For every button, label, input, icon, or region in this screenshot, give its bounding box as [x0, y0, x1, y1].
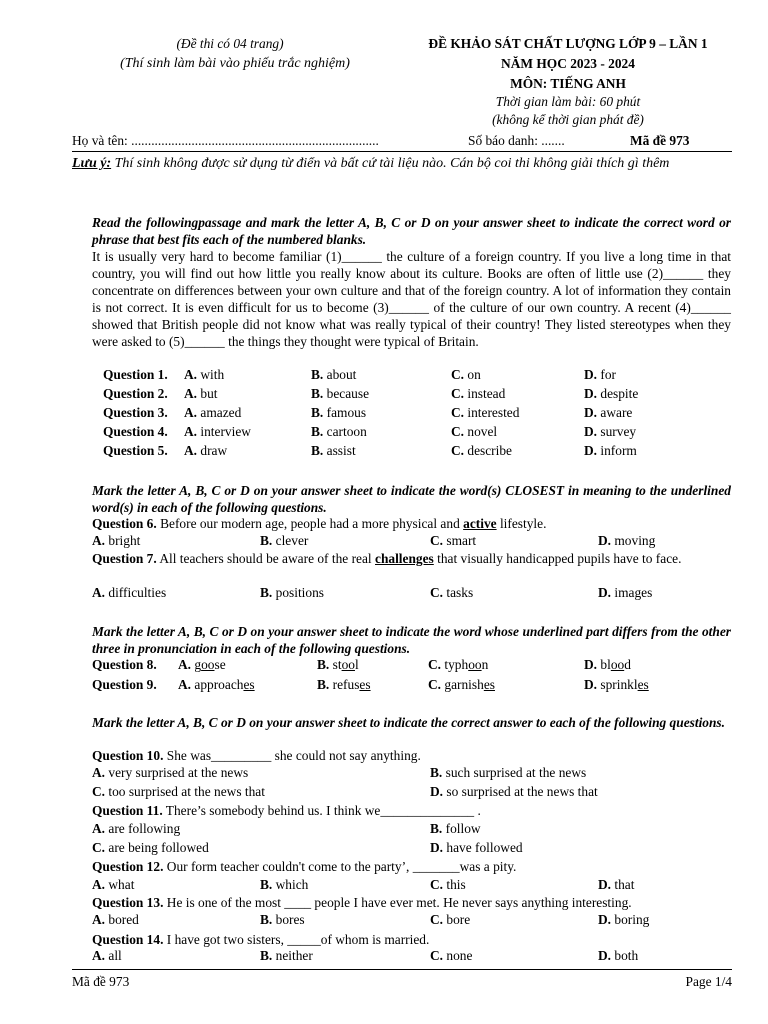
option-d[interactable]: D. despite — [584, 386, 639, 401]
question-row — [0, 404, 768, 422]
option-d[interactable]: D. moving — [598, 533, 656, 548]
option-c[interactable]: C. tasks — [430, 585, 474, 600]
header-divider — [72, 151, 732, 152]
question-13: Question 13. He is one of the most ____ people I have ever met. He never says anything interesting. — [92, 895, 632, 910]
section2-instruction: Mark the letter A, B, C or D on your answer sheet to indicate the word(s) CLOSEST in meaning to the underlined word(s) in each of the following questions. — [92, 483, 731, 515]
option-b[interactable]: B. famous — [311, 405, 367, 420]
question-number: Question 8. — [92, 657, 157, 672]
option-c[interactable]: C. this — [430, 877, 466, 892]
option-a[interactable]: A. interview — [184, 424, 251, 439]
option-b[interactable]: B. bores — [260, 912, 305, 927]
question-row — [0, 442, 768, 460]
question-7-options — [0, 584, 768, 602]
question-row — [0, 423, 768, 441]
option-c[interactable]: C. bore — [430, 912, 471, 927]
exam-note — [72, 155, 732, 173]
option-a[interactable]: A. difficulties — [92, 585, 167, 600]
question-row — [0, 385, 768, 403]
footer-exam-code: Mã đề 973 — [72, 974, 130, 989]
question-number: Question 3. — [103, 405, 168, 420]
option-c[interactable]: C. instead — [451, 386, 506, 401]
option-b[interactable]: B. follow — [430, 821, 481, 836]
option-c[interactable]: C. describe — [451, 443, 513, 458]
option-d[interactable]: D. sprinkles — [584, 677, 649, 692]
footer-divider — [72, 969, 732, 970]
exam-title: ĐỀ KHẢO SÁT CHẤT LƯỢNG LỚP 9 – LẦN 1 — [428, 36, 708, 51]
answer-sheet-note: (Thí sinh làm bài vào phiếu trắc nghiệm) — [120, 56, 350, 71]
option-b[interactable]: B. refuses — [317, 677, 371, 692]
note-text: Thí sinh không được sử dụng từ điển và bất cứ tài liệu nào. Cán bộ coi thi không giải thích gì thêm — [111, 156, 670, 171]
option-a[interactable]: A. all — [92, 948, 122, 963]
option-d[interactable]: D. boring — [598, 912, 650, 927]
option-c[interactable]: C. interested — [451, 405, 520, 420]
option-d[interactable]: D. images — [598, 585, 653, 600]
option-b[interactable]: B. positions — [260, 585, 325, 600]
option-d[interactable]: D. survey — [584, 424, 637, 439]
option-d[interactable]: D. for — [584, 367, 617, 382]
option-b[interactable]: B. assist — [311, 443, 356, 458]
option-b[interactable]: B. clever — [260, 533, 309, 548]
option-a[interactable]: A. bored — [92, 912, 139, 927]
question-8 — [0, 656, 768, 674]
question-10-options-cd — [0, 783, 768, 801]
option-c[interactable]: C. too surprised at the news that — [92, 784, 265, 799]
question-10: Question 10. She was_________ she could not say anything. — [92, 748, 421, 763]
question-14: Question 14. I have got two sisters, _____of whom is married. — [92, 932, 430, 947]
question-14-options — [0, 947, 768, 965]
question-number: Question 5. — [103, 443, 168, 458]
pages-note: (Đề thi có 04 trang) — [176, 36, 284, 51]
question-number: Question 2. — [103, 386, 168, 401]
exam-code: Mã đề 973 — [630, 133, 690, 148]
option-a[interactable]: A. draw — [184, 443, 228, 458]
option-b[interactable]: B. such surprised at the news — [430, 765, 587, 780]
question-row — [0, 366, 768, 384]
question-9 — [0, 676, 768, 694]
question-10-options-ab — [0, 764, 768, 782]
option-c[interactable]: C. are being followed — [92, 840, 209, 855]
option-d[interactable]: D. aware — [584, 405, 633, 420]
reading-passage: It is usually very hard to become familiar (1)______ the culture of a foreign country. If you live a long time in that country, you will find out how little you really know about its culture. Books are often of little use (2)______ they concentrate on differences between your own culture and that of the foreign country. A lot of information they contain is not correct. It is even difficult for us to become (3)______ of the culture of our own country. A recent (4)______ showed that British people did not know what was really typical of their country! They listed stereotypes when they were asked to (5)______ the things they thought were typical of Britain. — [92, 249, 731, 349]
question-11: Question 11. There’s somebody behind us. I think we______________ . — [92, 803, 481, 818]
option-c[interactable]: C. none — [430, 948, 473, 963]
underlined-word: challenges — [375, 551, 434, 566]
student-name-field: Họ và tên: .......................................................................... — [72, 133, 379, 148]
option-d[interactable]: D. blood — [584, 657, 631, 672]
option-a[interactable]: A. amazed — [184, 405, 242, 420]
question-11-options-cd — [0, 839, 768, 857]
option-b[interactable]: B. cartoon — [311, 424, 367, 439]
section3-instruction: Mark the letter A, B, C or D on your answer sheet to indicate the word whose underlined part differs from the other three in pronunciation in each of the following questions. — [92, 624, 731, 656]
option-d[interactable]: D. that — [598, 877, 635, 892]
question-6: Question 6. Before our modern age, people had a more physical and active lifestyle. — [92, 516, 547, 531]
option-a[interactable]: A. what — [92, 877, 135, 892]
note-label: Lưu ý: — [72, 156, 112, 171]
question-number: Question 4. — [103, 424, 168, 439]
option-a[interactable]: A. bright — [92, 533, 141, 548]
option-c[interactable]: C. garnishes — [428, 677, 495, 692]
option-d[interactable]: D. inform — [584, 443, 637, 458]
subject: MÔN: TIẾNG ANH — [510, 76, 626, 91]
question-6-options — [0, 532, 768, 550]
page-number: Page 1/4 — [685, 974, 732, 989]
option-a[interactable]: A. with — [184, 367, 225, 382]
option-c[interactable]: C. typhoon — [428, 657, 489, 672]
option-b[interactable]: B. which — [260, 877, 309, 892]
time-note: (không kể thời gian phát đề) — [492, 112, 644, 127]
school-year: NĂM HỌC 2023 - 2024 — [501, 56, 635, 71]
option-b[interactable]: B. stool — [317, 657, 359, 672]
option-a[interactable]: A. are following — [92, 821, 181, 836]
question-number: Question 1. — [103, 367, 168, 382]
option-d[interactable]: D. so surprised at the news that — [430, 784, 598, 799]
question-7: Question 7. All teachers should be aware of the real challenges that visually handicapped pupils have to face. — [92, 551, 682, 566]
underlined-word: active — [463, 516, 497, 531]
time-allowed: Thời gian làm bài: 60 phút — [495, 94, 641, 109]
option-a[interactable]: A. very surprised at the news — [92, 765, 249, 780]
option-c[interactable]: C. smart — [430, 533, 477, 548]
option-b[interactable]: B. because — [311, 386, 370, 401]
option-a[interactable]: A. goose — [178, 657, 226, 672]
option-a[interactable]: A. but — [184, 386, 218, 401]
option-c[interactable]: C. on — [451, 367, 481, 382]
question-number: Question 9. — [92, 677, 157, 692]
question-12: Question 12. Our form teacher couldn't come to the party’, _______was a pity. — [92, 859, 517, 874]
student-id-field: Số báo danh: ....... — [468, 133, 565, 148]
option-a[interactable]: A. approaches — [178, 677, 255, 692]
option-b[interactable]: B. neither — [260, 948, 313, 963]
option-d[interactable]: D. both — [598, 948, 639, 963]
option-b[interactable]: B. about — [311, 367, 357, 382]
section4-instruction: Mark the letter A, B, C or D on your answer sheet to indicate the correct answer to each of the following questions. — [92, 715, 725, 730]
option-d[interactable]: D. have followed — [430, 840, 523, 855]
question-11-options-ab — [0, 820, 768, 838]
question-12-options — [0, 876, 768, 894]
question-13-options — [0, 911, 768, 929]
option-c[interactable]: C. novel — [451, 424, 498, 439]
section1-instruction: Read the followingpassage and mark the letter A, B, C or D on your answer sheet to indicate the correct word or phrase that best fits each of the numbered blanks. — [92, 215, 731, 247]
